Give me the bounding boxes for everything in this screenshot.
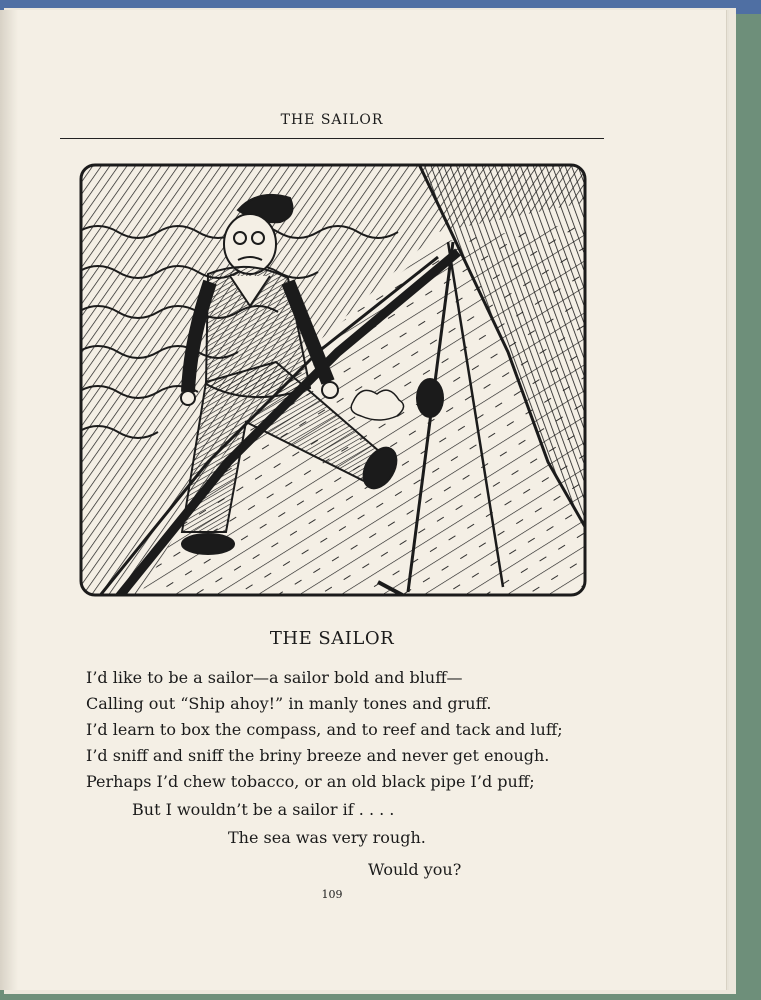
verse-line: I’d learn to box the compass, and to reef and tack and luff; [86,720,563,739]
sailor-illustration [78,162,588,598]
verse-line: Calling out “Ship ahoy!” in manly tones and gruff. [86,694,492,713]
page-gutter-shadow [0,10,18,990]
poem-title: THE SAILOR [269,628,395,649]
running-head: THE SAILOR [280,112,384,128]
header-rule [60,138,604,139]
verse-line: Perhaps I’d chew tobacco, or an old black pipe I’d puff; [86,772,535,791]
verse-line: I’d like to be a sailor—a sailor bold and bluff— [86,668,463,687]
verse-line: Would you? [368,860,462,879]
page-number: 109 [321,888,343,901]
verse-line: I’d sniff and sniff the briny breeze and never get enough. [86,746,550,765]
verse-line: The sea was very rough. [228,828,426,847]
verse-line: But I wouldn’t be a sailor if . . . . [132,800,395,819]
